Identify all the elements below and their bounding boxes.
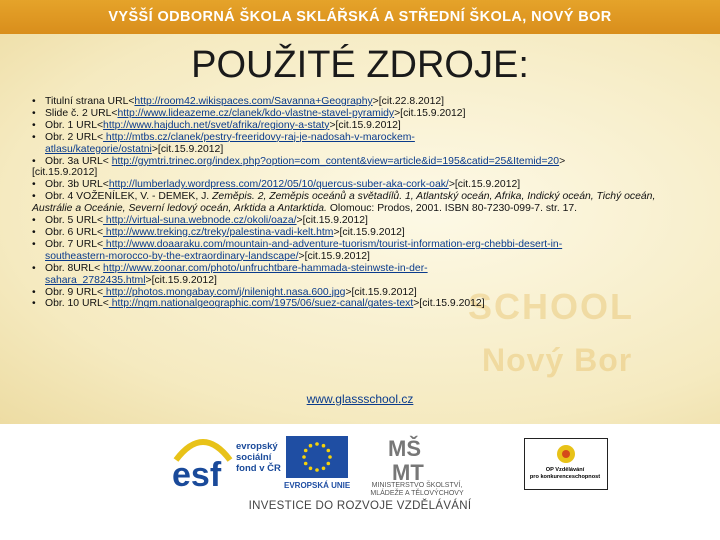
ref-link[interactable]: http://gymtri.trinec.org/index.php?option=com_content&view=article&id=195&catid=25&Itemid=20 (111, 155, 560, 167)
ref-link[interactable]: http://mtbs.cz/clanek/pestry-freeridovy-raj-je-nadosah-v-marockem- (103, 131, 415, 143)
watermark-school: SCHOOL (468, 286, 635, 327)
ref-link-cont[interactable]: southeastern-morocco-by-the-extraordinary-landscape/ (45, 250, 299, 262)
ref-cite: >[cit.15.9.2012] (151, 143, 224, 155)
ref-link[interactable]: http://www.hajduch.net/svet/afrika/regiony-a-staty (103, 119, 330, 131)
ref-text: Obr. 2 URL< (45, 131, 104, 143)
footer-logos (0, 424, 720, 540)
esf-logo-icon (170, 430, 236, 492)
ref-book-title: Zeměpis. 2, Zeměpis oceánů a světadílů. 1, Atlantský oceán, Afrika, Indický oceán, Tichý oceán, Austrálie a Oceánie, Severní ledový oceán, Arktida a Antarktida. (32, 191, 656, 215)
svg-text:esf: esf (172, 456, 222, 492)
ref-cite: [cit.15.9.2012] (32, 167, 98, 179)
reference-item: • Obr. 10 URL< http://ngm.nationalgeographic.com/1975/06/suez-canal/gates-text>[cit.15.9.2012] (32, 298, 485, 310)
reference-item: • Obr. 7 URL< http://www.doaaraku.com/mountain-and-adventure-tuorism/tourist-information-erg-chebbi-desert-in- southeastern-morocco-by-the-extraordinary-landscape/>[cit.15.9.2012] (32, 238, 563, 262)
ref-publisher: Olomouc: Prodos, 2001. ISBN 80-7230-099-7. str. 17. (326, 203, 578, 215)
op-logo-icon (524, 438, 608, 490)
ref-link[interactable]: http://www.treking.cz/treky/palestina-vadi-kelt.htm (103, 226, 334, 238)
op-caption: OP Vzdělávání pro konkurenceschopnost (529, 467, 601, 480)
ref-text: Titulní strana URL< (45, 96, 135, 107)
ref-cite: >[cit.15.9.2012] (448, 179, 521, 191)
ref-cite: >[cit.15.9.2012] (413, 298, 485, 310)
msmt-logo-icon (384, 432, 444, 484)
ref-link[interactable]: http://www.lideazeme.cz/clanek/kdo-vlastne-stavel-pyramidy (117, 107, 395, 119)
ref-link-cont[interactable]: atlasu/kategorie/ostatni (45, 143, 152, 155)
ref-link[interactable]: http://room42.wikispaces.com/Savanna+Geography (134, 96, 373, 107)
ref-text: Obr. 6 URL< (45, 226, 104, 238)
ref-link[interactable]: http://lumberlady.wordpress.com/2012/05/10/quercus-suber-aka-cork-oak/ (108, 179, 449, 191)
reference-item: • Obr. 5 URL< http://virtual-suna.webnode.cz/okoli/oaza/>[cit.15.9.2012] (32, 215, 368, 227)
op-emblem-icon (525, 439, 607, 467)
ref-cite: >[cit.15.9.2012] (298, 250, 370, 262)
eu-caption: EVROPSKÁ UNIE (284, 481, 351, 490)
investment-tagline: INVESTICE DO ROZVOJE VZDĚLÁVÁNÍ (248, 500, 472, 512)
ref-text: Obr. 3a URL< (45, 155, 112, 167)
ref-text: Obr. 9 URL< (45, 286, 104, 298)
ref-link-cont[interactable]: sahara_2782435.html (45, 274, 146, 286)
ref-text: Obr. 10 URL< (45, 298, 109, 310)
school-name: VYŠŠÍ ODBORNÁ ŠKOLA SKLÁŘSKÁ A STŘEDNÍ ŠKOLA, NOVÝ BOR (108, 9, 612, 25)
reference-item: • Obr. 6 URL< http://www.treking.cz/treky/palestina-vadi-kelt.htm>[cit.15.9.2012] (32, 226, 405, 238)
ref-link[interactable]: http://www.doaaraku.com/mountain-and-adventure-tuorism/tourist-information-erg-chebbi-desert-in- (103, 238, 563, 250)
ref-cite: >[cit.15.9.2012] (296, 215, 368, 227)
ref-close: > (559, 155, 566, 167)
svg-text:MŠ: MŠ (388, 436, 421, 461)
ref-cite: >[cit.15.9.2012] (329, 119, 401, 131)
ref-text: Obr. 4 VOŽENÍLEK, V. - DEMEK, J. (45, 191, 213, 203)
ref-cite: >[cit.15.9.2012] (345, 286, 417, 298)
ref-cite: >[cit.15.9.2012] (333, 226, 405, 238)
ref-cite: >[cit.15.9.2012] (394, 107, 466, 119)
reference-item: • Obr. 2 URL< http://mtbs.cz/clanek/pestry-freeridovy-raj-je-nadosah-v-marockem- atlasu/kategorie/ostatni>[cit.15.9.2012] (32, 131, 415, 155)
msmt-caption: MINISTERSTVO ŠKOLSTVÍ, MLÁDEŽE A TĚLOVÝCHOVY (370, 482, 464, 497)
reference-list (32, 96, 692, 310)
svg-text:MT: MT (392, 460, 424, 484)
page-title: POUŽITÉ ZDROJE: (191, 44, 529, 86)
eu-flag-icon (286, 436, 348, 478)
website-link[interactable]: www.glassschool.cz (306, 392, 414, 406)
ref-cite: >[cit.15.9.2012] (145, 274, 217, 286)
reference-item: • Obr. 9 URL< http://photos.mongabay.com/j/nilenight.nasa.600.jpg>[cit.15.9.2012] (32, 286, 417, 298)
ref-text: Obr. 3b URL< (45, 179, 109, 191)
ref-text: Obr. 7 URL< (45, 238, 104, 250)
reference-item: • Obr. 4 VOŽENÍLEK, V. - DEMEK, J. Zeměpis. 2, Zeměpis oceánů a světadílů. 1, Atlantský oceán, Afrika, Indický oceán, Tichý oceán, Austrálie a Oceánie, Severní ledový oceán, Arktida a Antarktida. Olomouc: Prodos, 2001. ISBN 80-7230-099-7. str. 17. (32, 191, 656, 215)
reference-item: • Obr. 8URL< http://www.zoonar.com/photo/unfruchtbare-hammada-steinwste-in-der- sahara_2782435.html>[cit.15.9.2012] (32, 262, 428, 286)
reference-item: • Obr. 3a URL< http://gymtri.trinec.org/index.php?option=com_content&view=article&id=195&catid=25&Itemid=20> [cit.15.9.2012] (32, 155, 566, 179)
ref-cite: >[cit.22.8.2012] (372, 96, 445, 107)
ref-link[interactable]: http://virtual-suna.webnode.cz/okoli/oaza/ (103, 215, 297, 227)
ref-text: Obr. 8URL< (45, 262, 104, 274)
website-link-wrap (0, 392, 720, 406)
ref-text: Slide č. 2 URL< (45, 107, 118, 119)
ref-link[interactable]: http://photos.mongabay.com/j/nilenight.nasa.600.jpg (103, 286, 346, 298)
esf-caption: evropský sociální fond v ČR (236, 441, 281, 474)
ref-text: Obr. 1 URL< (45, 119, 104, 131)
ref-link[interactable]: http://ngm.nationalgeographic.com/1975/06/suez-canal/gates-text (108, 298, 414, 310)
reference-item: • Obr. 1 URL<http://www.hajduch.net/svet/afrika/regiony-a-staty>[cit.15.9.2012] (32, 119, 401, 131)
reference-item: • Obr. 3b URL<http://lumberlady.wordpress.com/2012/05/10/quercus-suber-aka-cork-oak/>[cit.15.9.2012] (32, 179, 521, 191)
reference-item: • Titulní strana URL<http://room42.wikispaces.com/Savanna+Geography>[cit.22.8.2012] (32, 96, 445, 107)
watermark-novy-bor: Nový Bor (482, 342, 633, 378)
header-bar (0, 0, 720, 34)
reference-item: • Slide č. 2 URL<http://www.lideazeme.cz/clanek/kdo-vlastne-stavel-pyramidy>[cit.15.9.2012] (32, 107, 466, 119)
ref-text: Obr. 5 URL< (45, 215, 104, 227)
ref-link[interactable]: http://www.zoonar.com/photo/unfruchtbare-hammada-steinwste-in-der- (103, 262, 428, 274)
